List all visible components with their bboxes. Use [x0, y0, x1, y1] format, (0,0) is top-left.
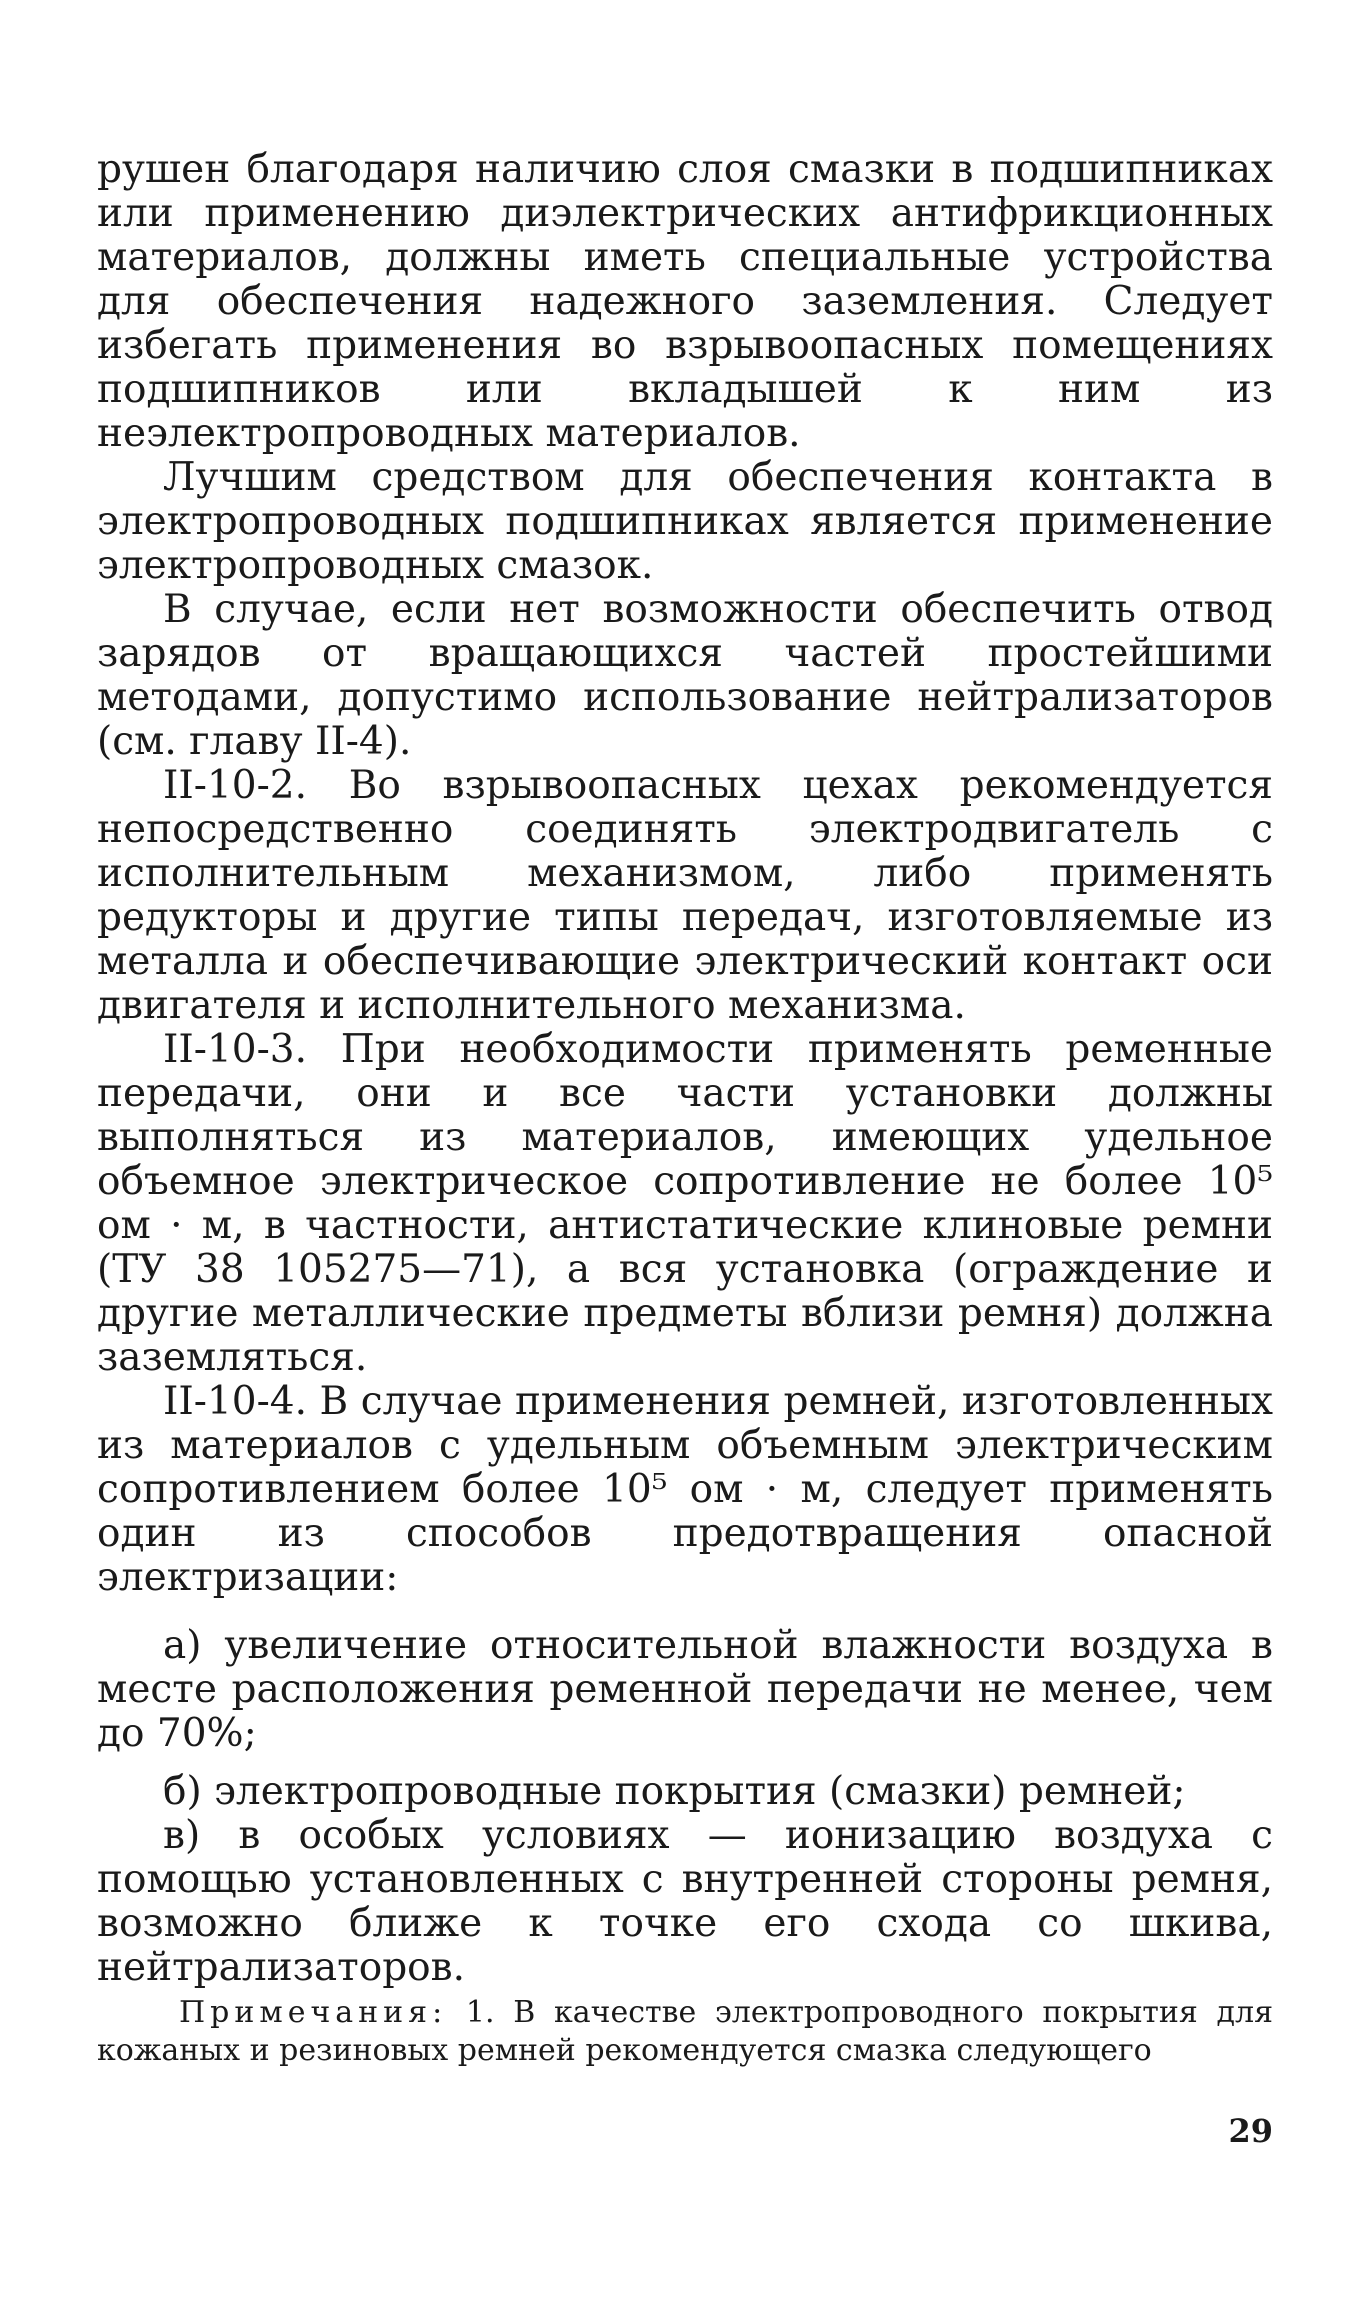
notes-label: Примечания: [179, 1995, 448, 2030]
footnotes [97, 1994, 1273, 2070]
paragraph-continuation: рушен благодаря наличию слоя смазки в подшипниках или применению диэлектрических антифрикционных материалов, должны иметь специальные устройства для обеспечения надежного заземления. Следует избегать применения во взрывоопасных помещениях подшипников или вкладышей к ним из неэлектропроводных материалов. [97, 147, 1273, 456]
list-item-b: б) электропроводные покрытия (смазки) ремней; [163, 1769, 1186, 1814]
paragraph-ii-10-2: II-10-2. Во взрывоопасных цехах рекомендуется непосредственно соединять электродвигатель с исполнительным механизмом, либо применять редукторы и другие типы передач, изготовляемые из металла и обеспечивающие электрический контакт оси двигателя и исполнительного механизма. [97, 763, 1273, 1028]
paragraph-ii-10-4: II-10-4. В случае применения ремней, изготовленных из материалов с удельным объемным электрическим сопротивлением более 10⁵ ом · м, следует применять один из способов предотвращения опасной электризации: [97, 1379, 1273, 1600]
paragraph-ii-10-3: II-10-3. При необходимости применять ременные передачи, они и все части установки должны выполняться из материалов, имеющих удельное объемное электрическое сопротивление не более 10⁵ ом · м, в частности, антистатические клиновые ремни (ТУ 38 105275—71), а вся установка (ограждение и другие металлические предметы вблизи ремня) должна заземляться. [97, 1027, 1273, 1380]
note-text: 1. В качестве электропроводного покрытия для кожаных и резиновых ремней рекомендуется смазка следующего [97, 1995, 1273, 2068]
list-item-a: а) увеличение относительной влажности воздуха в месте расположения ременной передачи не менее, чем до 70%; [97, 1623, 1273, 1756]
body-text [97, 148, 1273, 1990]
paragraph-neutralizers: В случае, если нет возможности обеспечить отвод зарядов от вращающихся частей простейшими методами, допустимо использование нейтрализаторов (см. главу II-4). [97, 587, 1273, 764]
page-number: 29 [1228, 2112, 1273, 2150]
list-item-c: в) в особых условиях — ионизацию воздуха с помощью установленных с внутренней стороны ремня, возможно ближе к точке его схода со шкива, нейтрализаторов. [97, 1813, 1273, 1990]
paragraph-contact: Лучшим средством для обеспечения контакта в электропроводных подшипниках является применение электропроводных смазок. [97, 455, 1273, 588]
note-paragraph [97, 1994, 1273, 2070]
